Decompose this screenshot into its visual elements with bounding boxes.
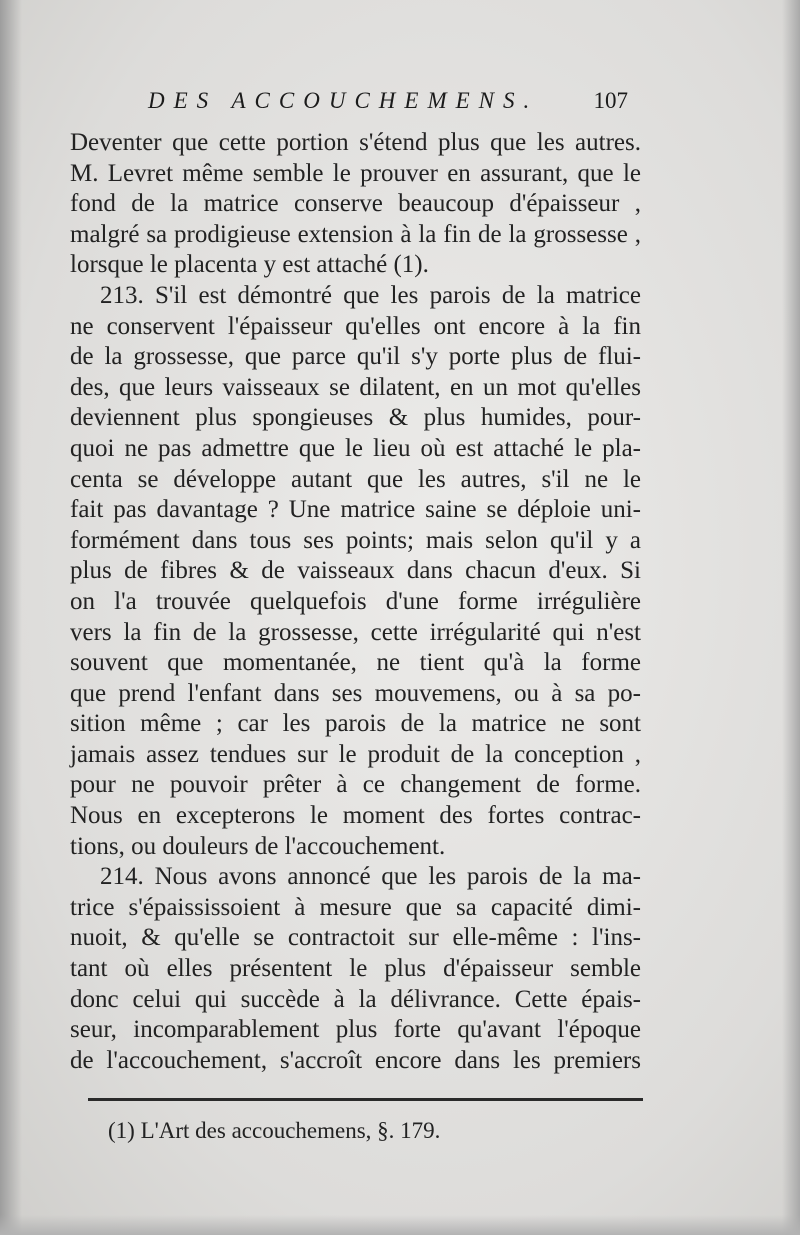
text-line: seur, incomparablement plus forte qu'avant l'époque bbox=[70, 1016, 641, 1044]
text-line: centa se développe autant que les autres, s'il ne le bbox=[70, 465, 641, 493]
text-line: des, que leurs vaisseaux se dilatent, en un mot qu'elles bbox=[70, 373, 641, 401]
text-line: que prend l'enfant dans ses mouvemens, ou à sa po- bbox=[70, 679, 641, 707]
text-line: de la grossesse, que parce qu'il s'y porte plus de flui- bbox=[70, 343, 641, 371]
text-line: M. Levret même semble le prouver en assurant, que le bbox=[70, 159, 641, 187]
page-edge-shadow bbox=[782, 0, 800, 1235]
text-line: 214. Nous avons annoncé que les parois de la ma- bbox=[100, 863, 641, 891]
text-line: souvent que momentanée, ne tient qu'à la forme bbox=[70, 649, 641, 677]
page-bottom-shadow bbox=[0, 1215, 800, 1235]
text-line: lorsque le placenta y est attaché (1). bbox=[70, 251, 429, 279]
text-line: de l'accouchement, s'accroît encore dans les premiers bbox=[70, 1046, 641, 1074]
body-text bbox=[70, 128, 641, 1076]
running-head: DES ACCOUCHEMENS. bbox=[148, 88, 539, 113]
text-line: plus de fibres & de vaisseaux dans chacun d'eux. Si bbox=[70, 557, 641, 585]
text-line: deviennent plus spongieuses & plus humides, pour- bbox=[70, 404, 641, 432]
gutter-shadow bbox=[0, 0, 22, 1235]
text-line: on l'a trouvée quelquefois d'une forme irrégulière bbox=[70, 587, 641, 615]
text-line: sition même ; car les parois de la matrice ne sont bbox=[70, 710, 641, 738]
footnote: (1) L'Art des accouchemens, §. 179. bbox=[108, 1118, 441, 1143]
text-line: malgré sa prodigieuse extension à la fin de la grossesse , bbox=[70, 220, 641, 248]
text-line: nuoit, & qu'elle se contractoit sur elle-même : l'ins- bbox=[70, 924, 641, 952]
footnote-rule bbox=[88, 1098, 643, 1101]
text-line: donc celui qui succède à la délivrance. Cette épais- bbox=[70, 985, 641, 1013]
text-line: tant où elles présentent le plus d'épaisseur semble bbox=[70, 955, 641, 983]
text-line: quoi ne pas admettre que le lieu où est attaché le pla- bbox=[70, 434, 641, 462]
text-line: pour ne pouvoir prêter à ce changement de forme. bbox=[70, 771, 641, 799]
text-line: trice s'épaississoient à mesure que sa capacité dimi- bbox=[70, 893, 641, 921]
text-line: vers la fin de la grossesse, cette irrégularité qui n'est bbox=[70, 618, 641, 646]
text-line: ne conservent l'épaisseur qu'elles ont encore à la fin bbox=[70, 312, 641, 340]
text-line: tions, ou douleurs de l'accouchement. bbox=[70, 832, 446, 860]
text-line: formément dans tous ses points; mais selon qu'il y a bbox=[70, 526, 641, 554]
text-line: fait pas davantage ? Une matrice saine se déploie uni- bbox=[70, 496, 641, 524]
page-header bbox=[148, 88, 628, 122]
text-line: Deventer que cette portion s'étend plus que les autres. bbox=[70, 129, 641, 156]
text-line: fond de la matrice conserve beaucoup d'épaisseur , bbox=[70, 190, 641, 218]
text-line: 213. S'il est démontré que les parois de la matrice bbox=[100, 281, 641, 309]
page-number: 107 bbox=[593, 88, 628, 113]
text-line: jamais assez tendues sur le produit de la conception , bbox=[70, 740, 641, 768]
text-line: Nous en excepterons le moment des fortes contrac- bbox=[70, 802, 641, 830]
